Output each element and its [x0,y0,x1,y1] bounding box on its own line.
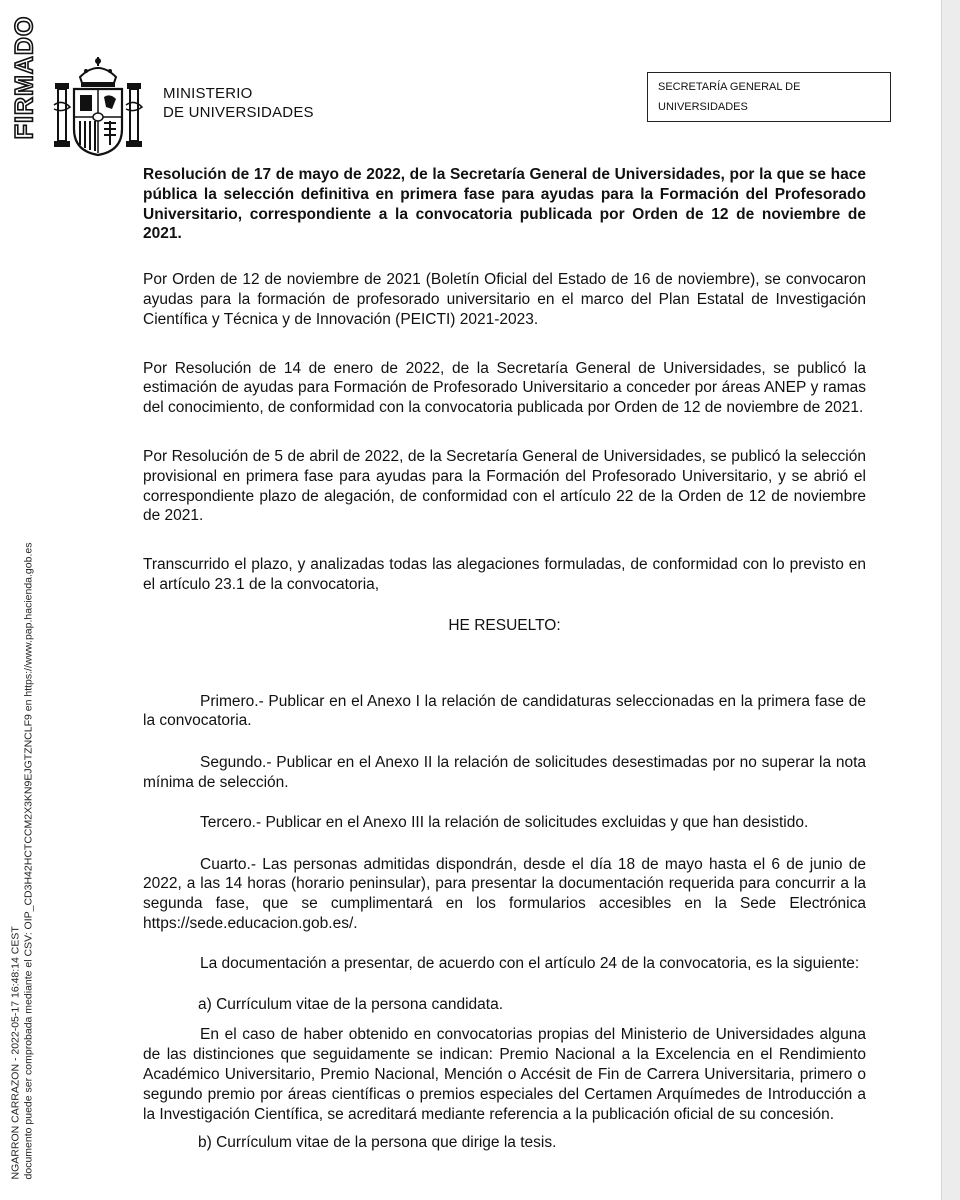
coat-of-arms-icon [50,55,146,159]
distinctions-paragraph: En el caso de haber obtenido en convocatorias propias del Ministerio de Universidades alguna de las distinciones que seguidamente se indican: Premio Nacional a la Excelencia en el Rendimiento Académico Universitario, Premio Nacional, Mención o Accésit de Fin de Carrera Universitaria, primero o segundo premio por áreas científicas o premios especiales del Certamen Arquímedes de Introducción a la Investigación Científica, se acreditará mediante referencia a la publicación oficial de su concesión. [143,1026,866,1123]
department-box-line-1: SECRETARÍA GENERAL DE [658,81,801,93]
paragraph-deadline: Transcurrido el plazo, y analizadas todas las alegaciones formuladas, de conformidad con lo previsto en el artículo 23.1 de la convocatoria, [143,556,866,593]
ministry-name-line-1: MINISTERIO [163,85,253,102]
item-a: a) Currículum vitae de la persona candidata. [198,995,503,1013]
page-edge-strip [941,0,960,1200]
documentation-intro: La documentación a presentar, de acuerdo con el artículo 24 de la convocatoria, es la siguiente: [200,954,860,972]
paragraph-provisional: Por Resolución de 5 de abril de 2022, de la Secretaría General de Universidades, se publicó la selección provisional en primera fase para ayudas para la Formación del Profesorado Universitario, y se abrió el correspondiente plazo de alegación, de conformidad con el artículo 22 de la Orden de 12 de noviembre de 2021. [143,447,866,525]
clause-segundo: Segundo.- Publicar en el Anexo II la relación de solicitudes desestimadas por no superar la nota mínima de selección. [143,754,866,791]
signed-stamp-text: FIRMADO [10,15,39,139]
signature-side-line-2: documento puede ser comprobada mediante el CSV: OIP_CD3H42HCTCCM2X3KN9EJGTZNCLF9 en https://www.pap.hacienda.gob.es [22,542,34,1180]
resolution-title: Resolución de 17 de mayo de 2022, de la Secretaría General de Universidades, por la que se hace pública la selección definitiva en primera fase para ayudas para la Formación del Profesorado Universitario, correspondiente a la convocatoria publicada por Orden de 12 de noviembre de 2021. [143,166,866,243]
item-b: b) Currículum vitae de la persona que dirige la tesis. [198,1134,557,1152]
ministry-name [163,84,314,122]
signature-side-line-1: NGARRON CARRAZON - 2022-05-17 16:48:14 CEST [9,926,21,1180]
signed-stamp [6,4,44,150]
document-body [143,165,866,1153]
clause-primero: Primero.- Publicar en el Anexo I la relación de candidaturas seleccionadas en la primera fase de la convocatoria. [143,692,866,730]
ministry-name-line-2: DE UNIVERSIDADES [163,104,314,121]
paragraph-estimation: Por Resolución de 14 de enero de 2022, de la Secretaría General de Universidades, se publicó la estimación de ayudas para Formación de Profesorado Universitario a conceder por áreas ANEP y ramas del conocimiento, de conformidad con la convocatoria publicada por Orden de 12 de noviembre de 2021. [143,359,866,417]
clause-cuarto: Cuarto.- Las personas admitidas dispondrán, desde el día 18 de mayo hasta el 6 de junio de 2022, a las 14 horas (horario peninsular), para presentar la documentación requerida para concurrir a la segunda fase, que se cumplimentará en los formularios accesibles en la Sede Electrónica https://sede.educacion.gob.es/. [143,855,866,932]
department-box [647,72,891,122]
clause-tercero: Tercero.- Publicar en el Anexo III la relación de solicitudes excluidas y que han desistido. [200,813,809,831]
department-box-line-2: UNIVERSIDADES [658,101,748,113]
signature-side-note [0,522,44,1200]
paragraph-order: Por Orden de 12 de noviembre de 2021 (Boletín Oficial del Estado de 16 de noviembre), se convocaron ayudas para la formación de profesorado universitario en el marco del Plan Estatal de Investigación Científica y Técnica y de Innovación (PEICTI) 2021-2023. [143,271,866,328]
resolved-heading: HE RESUELTO: [448,616,561,634]
